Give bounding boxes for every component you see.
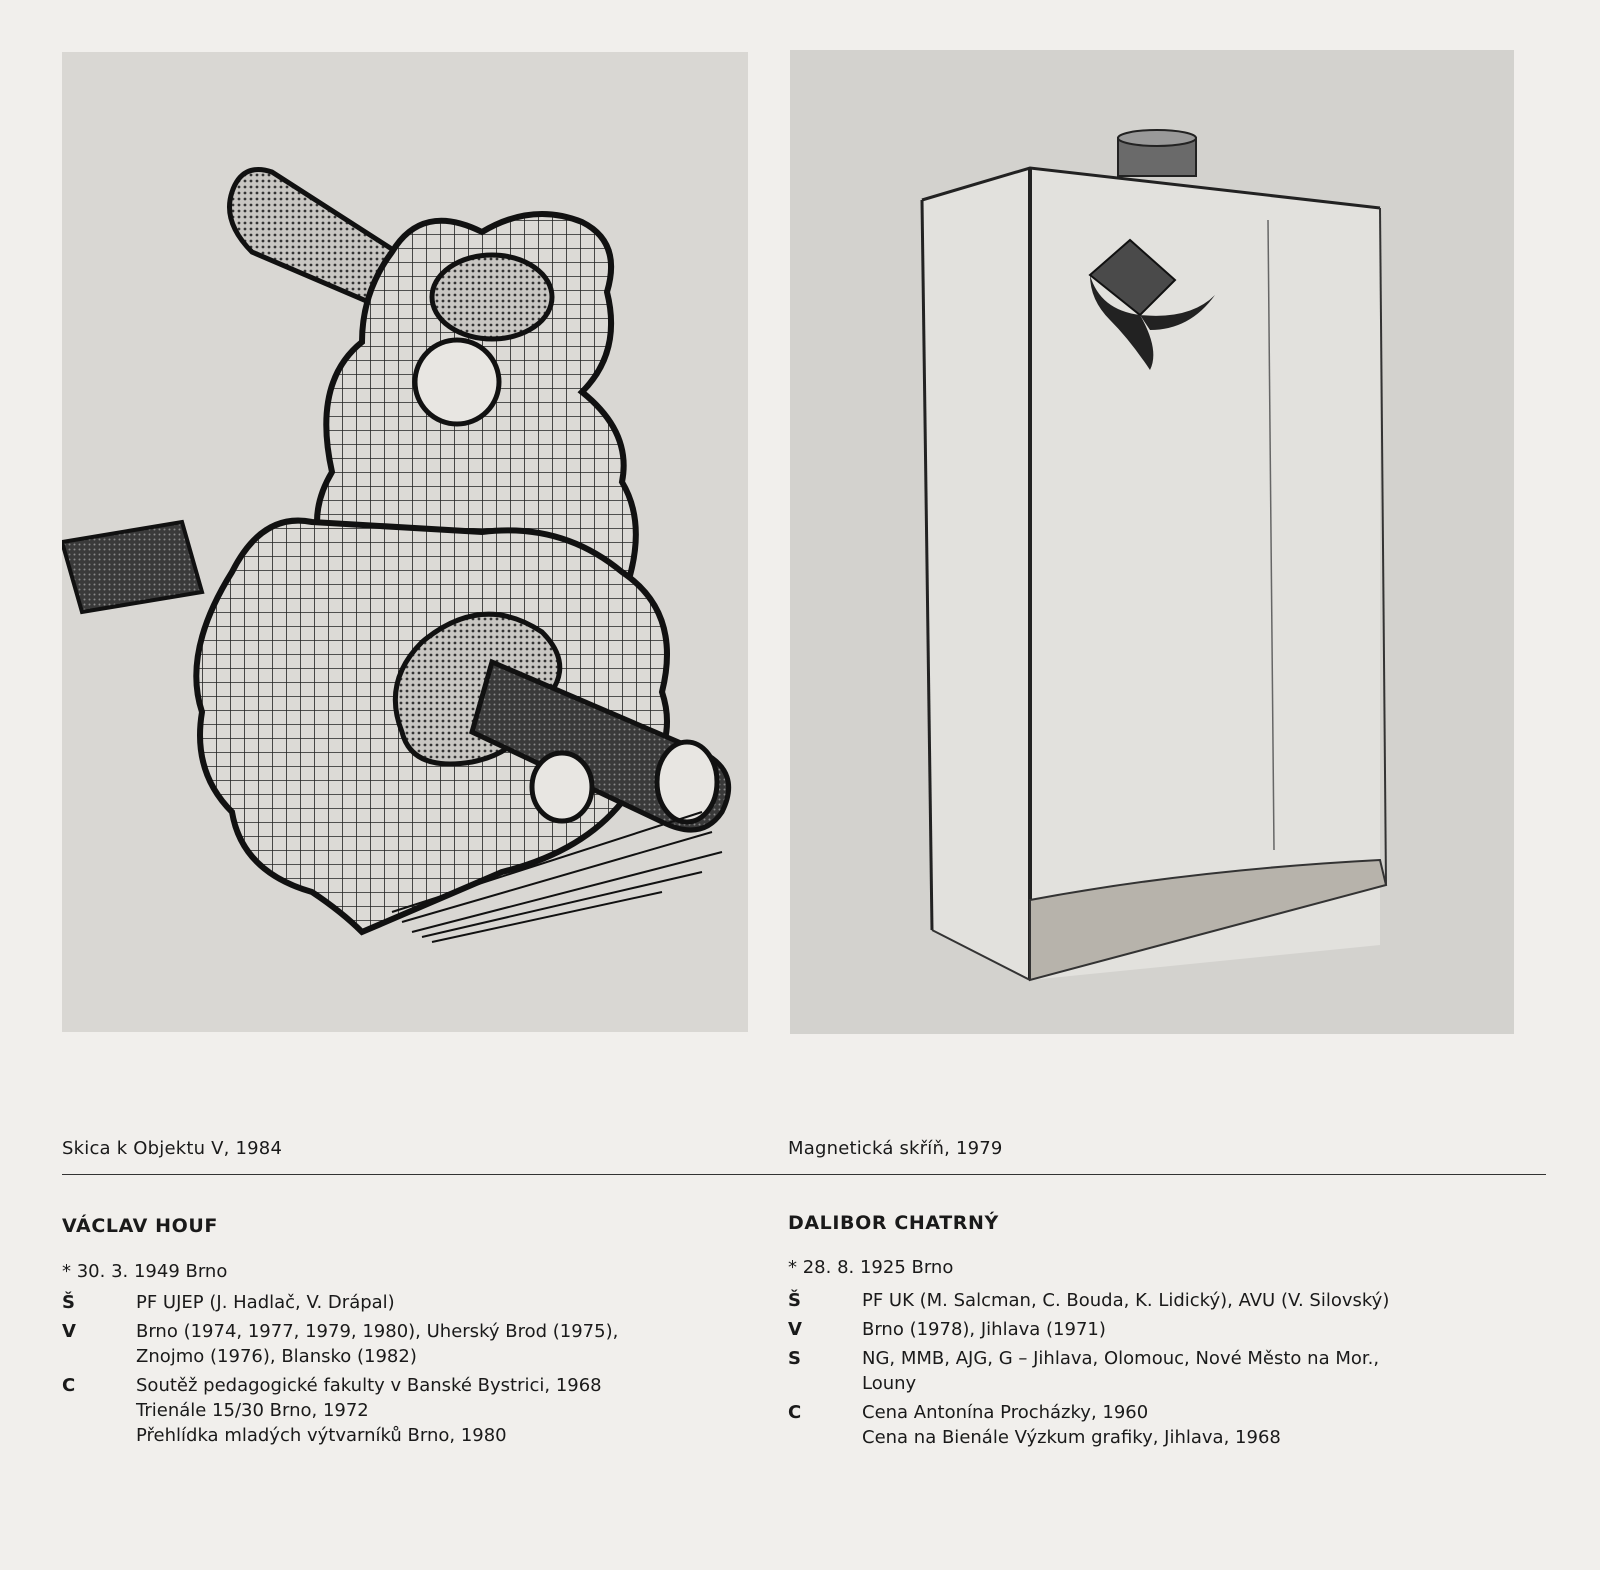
bio-entry xyxy=(788,1400,1548,1450)
bio-entry-key: Š xyxy=(62,1292,75,1313)
bio-entry xyxy=(788,1346,1548,1396)
bio-entry-line: Brno (1974, 1977, 1979, 1980), Uherský Brod (1975), xyxy=(136,1321,619,1342)
artwork-caption-right: Magnetická skříň, 1979 xyxy=(788,1138,1003,1159)
bio-entry-line: Znojmo (1976), Blansko (1982) xyxy=(136,1346,417,1367)
bio-entry xyxy=(62,1373,722,1448)
bio-entry-line: Trienále 15/30 Brno, 1972 xyxy=(136,1400,369,1421)
bio-entry xyxy=(62,1319,722,1369)
bio-entry-line: Louny xyxy=(862,1373,917,1394)
bio-entry-key: C xyxy=(788,1402,802,1423)
bio-entry-key: Š xyxy=(788,1290,801,1311)
bio-entry-line: Přehlídka mladých výtvarníků Brno, 1980 xyxy=(136,1425,507,1446)
bio-entry-line: Cena Antonína Procházky, 1960 xyxy=(862,1402,1149,1423)
bio-entry xyxy=(788,1317,1548,1342)
bio-entry xyxy=(62,1290,722,1315)
bio-entry-line: PF UJEP (J. Hadlač, V. Drápal) xyxy=(136,1292,395,1313)
bio-entry-line: Cena na Bienále Výzkum grafiky, Jihlava, 1968 xyxy=(862,1427,1281,1448)
bio-entry-key: C xyxy=(62,1375,76,1396)
artwork-caption-left: Skica k Objektu V, 1984 xyxy=(62,1138,283,1159)
birth-info-left: * 30. 3. 1949 Brno xyxy=(62,1261,228,1282)
artist-name-left: VÁCLAV HOUF xyxy=(62,1215,218,1237)
bio-entry-line: PF UK (M. Salcman, C. Bouda, K. Lidický), AVU (V. Silovský) xyxy=(862,1290,1390,1311)
bio-entries-right xyxy=(788,1288,1548,1454)
bio-entry-key: V xyxy=(788,1319,802,1340)
birth-info-right: * 28. 8. 1925 Brno xyxy=(788,1257,954,1278)
bio-entry-line: Brno (1978), Jihlava (1971) xyxy=(862,1319,1106,1340)
divider-line xyxy=(62,1174,1546,1175)
bio-entry xyxy=(788,1288,1548,1313)
bio-entry-line: NG, MMB, AJG, G – Jihlava, Olomouc, Nové Město na Mor., xyxy=(862,1348,1380,1369)
bio-entry-key: S xyxy=(788,1348,801,1369)
artwork-cabinet-photo xyxy=(790,50,1514,1034)
bio-entry-key: V xyxy=(62,1321,76,1342)
artist-name-right: DALIBOR CHATRNÝ xyxy=(788,1212,999,1234)
bio-entry-line: Soutěž pedagogické fakulty v Banské Bystrici, 1968 xyxy=(136,1375,602,1396)
artwork-sketch-image xyxy=(62,52,748,1032)
bio-entries-left xyxy=(62,1290,722,1452)
